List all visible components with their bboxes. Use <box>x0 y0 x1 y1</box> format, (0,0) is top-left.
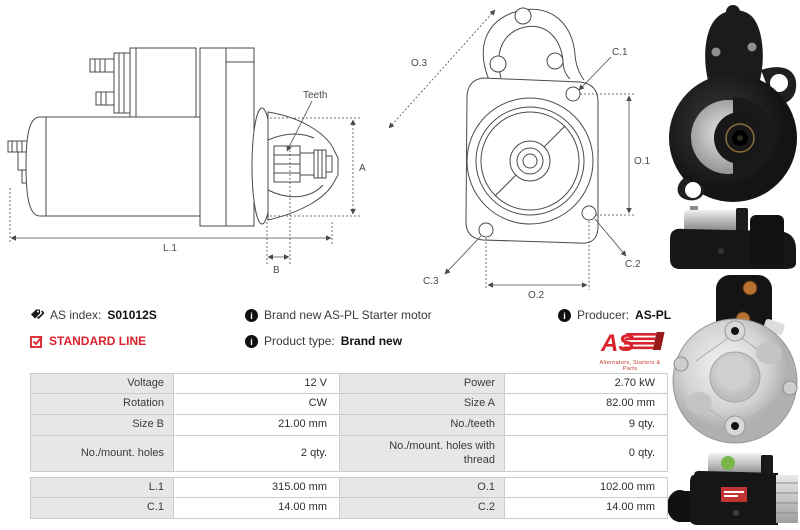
table-row <box>30 436 668 472</box>
dim-label-teeth: Teeth <box>303 90 328 101</box>
as-index-value: S01012S <box>107 308 157 322</box>
dim-label-c3: C.3 <box>423 276 439 287</box>
product-type-value: Brand new <box>340 334 403 348</box>
product-info-bar <box>30 303 675 373</box>
table-row <box>30 477 668 498</box>
spec-label: Size A <box>340 394 505 415</box>
tag-icon <box>30 309 44 322</box>
info-icon <box>245 309 258 322</box>
logo-tagline: Alternators, Starters & Parts <box>599 360 661 372</box>
spec-value: CW <box>174 394 340 415</box>
spec-value: 315.00 mm <box>174 477 340 498</box>
info-icon <box>245 335 258 348</box>
product-photo-rear-silver <box>666 271 800 451</box>
spec-label: L.1 <box>30 477 174 498</box>
product-type-label: Product type: <box>264 334 335 348</box>
dim-label-b: B <box>273 265 280 276</box>
spec-label: No./teeth <box>340 415 505 436</box>
spec-label: C.2 <box>340 498 505 519</box>
product-photo-front-black <box>666 0 800 205</box>
product-photo-column <box>666 0 800 530</box>
description-item <box>245 308 432 322</box>
technical-drawing-front-view <box>383 0 678 300</box>
standard-line-item <box>30 334 146 348</box>
as-pl-logo <box>593 330 667 372</box>
dim-label-l1: L.1 <box>163 243 177 254</box>
spec-label: Size B <box>30 415 174 436</box>
product-photo-side-black-2 <box>666 451 800 530</box>
spec-value: 0 qty. <box>505 436 668 472</box>
spec-label: C.1 <box>30 498 174 519</box>
as-index-item <box>30 308 157 322</box>
dim-label-c1: C.1 <box>612 47 628 58</box>
technical-drawing-side-view <box>0 0 372 300</box>
svg-text:i: i <box>250 336 253 347</box>
product-type-item <box>245 334 402 348</box>
spec-value: 82.00 mm <box>505 394 668 415</box>
spec-value: 2 qty. <box>174 436 340 472</box>
svg-text:AS: AS <box>601 330 635 356</box>
spec-label: Power <box>340 373 505 394</box>
spec-value: 21.00 mm <box>174 415 340 436</box>
svg-text:i: i <box>250 310 253 321</box>
standard-line-label: STANDARD LINE <box>49 334 147 348</box>
producer-value: AS-PL <box>635 308 672 322</box>
description-text: Brand new AS-PL Starter motor <box>264 308 432 322</box>
table-row <box>30 394 668 415</box>
spec-value: 14.00 mm <box>174 498 340 519</box>
checked-checkbox-icon <box>30 335 43 348</box>
dim-label-o2: O.2 <box>528 290 545 300</box>
spec-table-main-section <box>30 373 668 472</box>
spec-label: Rotation <box>30 394 174 415</box>
info-icon <box>558 309 571 322</box>
spec-value: 2.70 kW <box>505 373 668 394</box>
table-row <box>30 498 668 519</box>
spec-table <box>30 373 668 519</box>
spec-table-dimensions-section <box>30 477 668 519</box>
producer-item <box>558 308 671 322</box>
dim-label-c2: C.2 <box>625 259 641 270</box>
spec-value: 12 V <box>174 373 340 394</box>
dim-label-o1: O.1 <box>634 156 651 167</box>
as-index-label: AS index: <box>50 308 102 322</box>
svg-text:i: i <box>563 310 566 321</box>
producer-label: Producer: <box>577 308 630 322</box>
spec-value: 9 qty. <box>505 415 668 436</box>
spec-value: 14.00 mm <box>505 498 668 519</box>
table-row <box>30 373 668 394</box>
spec-value: 102.00 mm <box>505 477 668 498</box>
product-photo-side-black <box>666 205 800 271</box>
spec-label: No./mount. holes <box>30 436 174 472</box>
spec-label: O.1 <box>340 477 505 498</box>
dim-label-a: A <box>359 163 366 174</box>
spec-label: Voltage <box>30 373 174 394</box>
dim-label-o3: O.3 <box>411 58 428 69</box>
spec-label: No./mount. holes with thread <box>340 436 505 472</box>
table-row <box>30 415 668 436</box>
